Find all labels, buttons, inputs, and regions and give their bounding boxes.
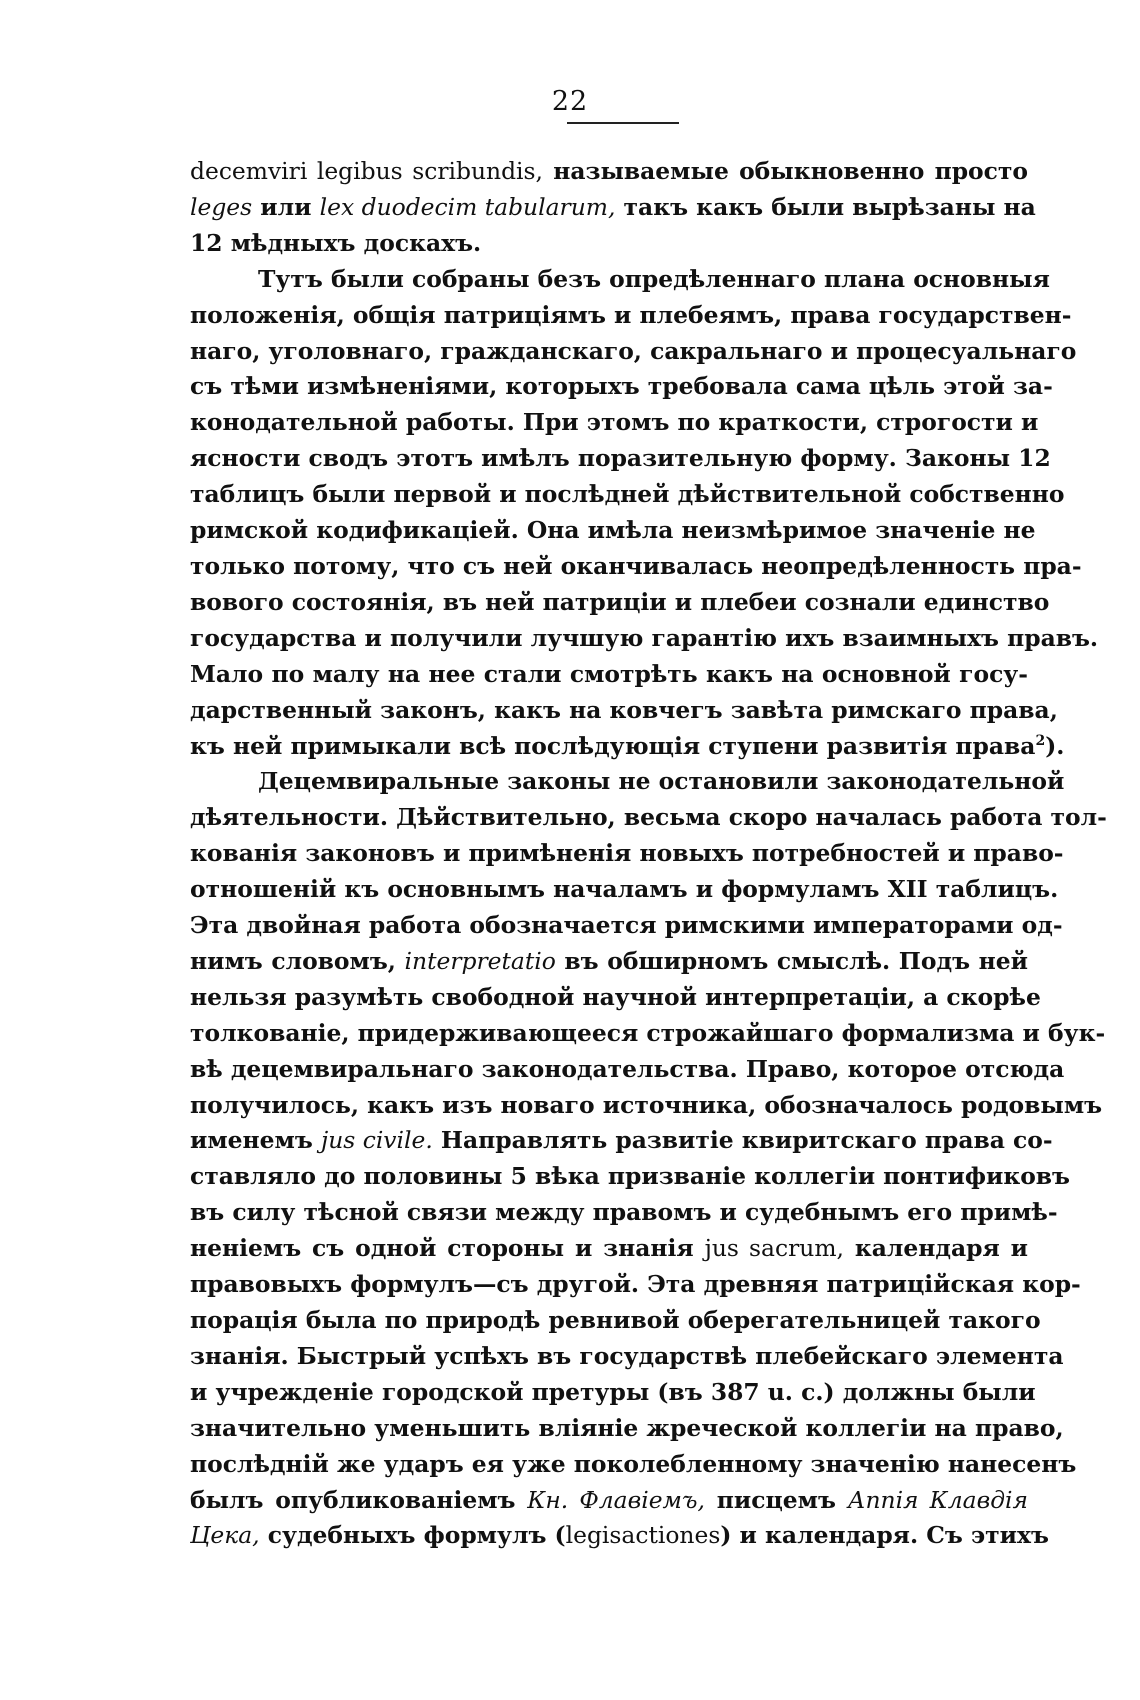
text-span: Цека, xyxy=(190,1521,260,1550)
text-line xyxy=(190,190,1036,226)
text-span: ясности сводъ этотъ имѣлъ поразительную форму. Законы 12 xyxy=(190,444,1051,473)
text-line xyxy=(190,1518,1049,1554)
text-line xyxy=(190,477,1065,513)
text-line xyxy=(190,800,1107,836)
text-line xyxy=(190,513,1036,549)
text-line xyxy=(190,621,1099,657)
text-span: съ тѣми измѣненіями, которыхъ требовала сама цѣль этой за- xyxy=(190,372,1053,401)
text-span: отношеній къ основнымъ началамъ и формуламъ XII таблицъ. xyxy=(190,875,1059,904)
text-span: государства и получили лучшую гарантію ихъ взаимныхъ правъ. xyxy=(190,623,1099,652)
text-line xyxy=(190,980,1041,1016)
text-line xyxy=(190,1339,1064,1375)
text-span: Эта двойная работа обозначается римскими императорами од- xyxy=(190,911,1063,940)
text-line xyxy=(190,1483,1028,1519)
text-line xyxy=(190,836,1064,872)
text-span: именемъ xyxy=(190,1126,321,1155)
text-span: положенія, общія патриціямъ и плебеямъ, права государствен- xyxy=(190,300,1072,329)
text-line xyxy=(190,262,1050,298)
text-line xyxy=(190,1088,1103,1124)
text-span: нельзя разумѣть свободной научной интерпретаціи, а скорѣе xyxy=(190,982,1041,1011)
text-span: Мало по малу на нее стали смотрѣть какъ на основной госу- xyxy=(190,659,1028,688)
text-span: писцемъ xyxy=(704,1485,848,1514)
text-span: знанія. Быстрый успѣхъ въ государствѣ плебейскаго элемента xyxy=(190,1341,1064,1370)
text-span: таблицъ были первой и послѣдней дѣйствительной собственно xyxy=(190,480,1065,509)
text-span: Аппія Клавдія xyxy=(847,1485,1028,1514)
text-span: получилось, какъ изъ новаго источника, обозначалось родовымъ xyxy=(190,1090,1103,1119)
text-span: Направлять развитіе квиритскаго права со- xyxy=(432,1126,1053,1155)
text-line xyxy=(190,1159,1071,1195)
text-span: ). xyxy=(1045,731,1065,760)
text-line xyxy=(190,1303,1041,1339)
text-line xyxy=(190,1267,1081,1303)
text-line xyxy=(190,1231,1028,1267)
text-line xyxy=(190,872,1059,908)
text-line xyxy=(190,226,1028,262)
text-line xyxy=(190,1016,1106,1052)
text-span: legisactiones xyxy=(565,1521,721,1550)
text-span: jus civile. xyxy=(320,1126,433,1155)
footnote-marker: 2 xyxy=(1035,732,1046,749)
text-span: конодательной работы. При этомъ по краткости, строгости и xyxy=(190,408,1039,437)
text-span: календаря и xyxy=(843,1234,1028,1263)
text-span: lex duodecim tabularum, xyxy=(319,192,616,221)
text-span: неніемъ съ одной стороны и знанія xyxy=(190,1234,705,1263)
text-span: значительно уменьшить вліяніе жреческой коллегіи на право, xyxy=(190,1413,1064,1442)
text-line xyxy=(190,944,1028,980)
body-text xyxy=(190,154,1107,1554)
text-span: римской кодификаціей. Она имѣла неизмѣримое значеніе не xyxy=(190,516,1036,545)
text-span: дарственный законъ, какъ на ковчегъ завѣта римскаго права, xyxy=(190,695,1058,724)
text-span: правовыхъ формулъ—съ другой. Эта древняя патриційская кор- xyxy=(190,1270,1081,1299)
text-span: Тутъ были собраны безъ опредѣленнаго плана основныя xyxy=(258,264,1050,293)
text-span: послѣдній же ударъ ея уже поколебленному значенію нанесенъ xyxy=(190,1449,1077,1478)
text-line xyxy=(190,908,1063,944)
text-line xyxy=(190,1375,1036,1411)
text-span: jus sacrum, xyxy=(704,1234,844,1263)
text-line xyxy=(190,585,1050,621)
text-line xyxy=(190,764,1065,800)
text-span: къ ней примыкали всѣ послѣдующія ступени развитія права xyxy=(190,731,1036,760)
text-span: называемые обыкновенно просто xyxy=(542,157,1028,185)
text-line xyxy=(190,298,1072,334)
text-line xyxy=(190,154,1028,190)
text-line xyxy=(190,369,1053,405)
text-span: 12 мѣдныхъ доскахъ. xyxy=(190,228,482,257)
text-span: дѣятельности. Дѣйствительно, весьма скоро началась работа тол- xyxy=(190,803,1107,832)
text-line xyxy=(190,693,1058,729)
page-number-rule xyxy=(567,122,679,124)
text-span: вѣ децемвиральнаго законодательства. Право, которое отсюда xyxy=(190,1054,1065,1083)
text-span: и учрежденіе городской претуры (въ 387 u. c.) должны были xyxy=(190,1377,1036,1406)
text-line xyxy=(190,334,1077,370)
text-span: въ обширномъ смыслѣ. Подъ ней xyxy=(555,946,1028,975)
text-line xyxy=(190,1411,1064,1447)
text-span: порація была по природѣ ревнивой оберегательницей такого xyxy=(190,1306,1041,1334)
text-span: толкованіе, придерживающееся строжайшаго формализма и бук- xyxy=(190,1018,1106,1047)
text-span: былъ опубликованіемъ xyxy=(190,1485,528,1514)
text-line xyxy=(190,729,1065,765)
text-line xyxy=(190,549,1082,585)
text-span: только потому, что съ ней оканчивалась неопредѣленность пра- xyxy=(190,551,1082,580)
text-span: кованія законовъ и примѣненія новыхъ потребностей и право- xyxy=(190,839,1064,868)
text-line xyxy=(190,1447,1077,1483)
text-span: судебныхъ формулъ ( xyxy=(259,1521,566,1550)
text-span: Децемвиральные законы не остановили законодательной xyxy=(258,767,1065,796)
text-span: наго, уголовнаго, гражданскаго, сакральнаго и процесуальнаго xyxy=(190,336,1077,365)
text-span: interpretatio xyxy=(404,946,556,975)
text-span: leges xyxy=(190,192,253,221)
text-span: или xyxy=(252,192,320,221)
text-span: вового состоянія, въ ней патриціи и плебеи сознали единство xyxy=(190,587,1050,616)
text-span: такъ какъ были вырѣзаны на xyxy=(615,192,1036,221)
text-line xyxy=(190,1123,1053,1159)
text-span: ) и календаря. Съ этихъ xyxy=(720,1521,1049,1550)
text-span: ставляло до половины 5 вѣка призваніе коллегіи понтификовъ xyxy=(190,1162,1071,1191)
text-span: нимъ словомъ, xyxy=(190,946,405,975)
text-span: decemviri legibus scribundis, xyxy=(190,157,543,185)
text-line xyxy=(190,657,1028,693)
text-line xyxy=(190,1195,1058,1231)
text-line xyxy=(190,1052,1065,1088)
text-line xyxy=(190,405,1039,441)
text-span: Кн. Флавіемъ, xyxy=(527,1485,705,1514)
page-number: 22 xyxy=(551,86,589,117)
text-span: въ силу тѣсной связи между правомъ и судебнымъ его примѣ- xyxy=(190,1198,1058,1227)
text-line xyxy=(190,441,1051,477)
